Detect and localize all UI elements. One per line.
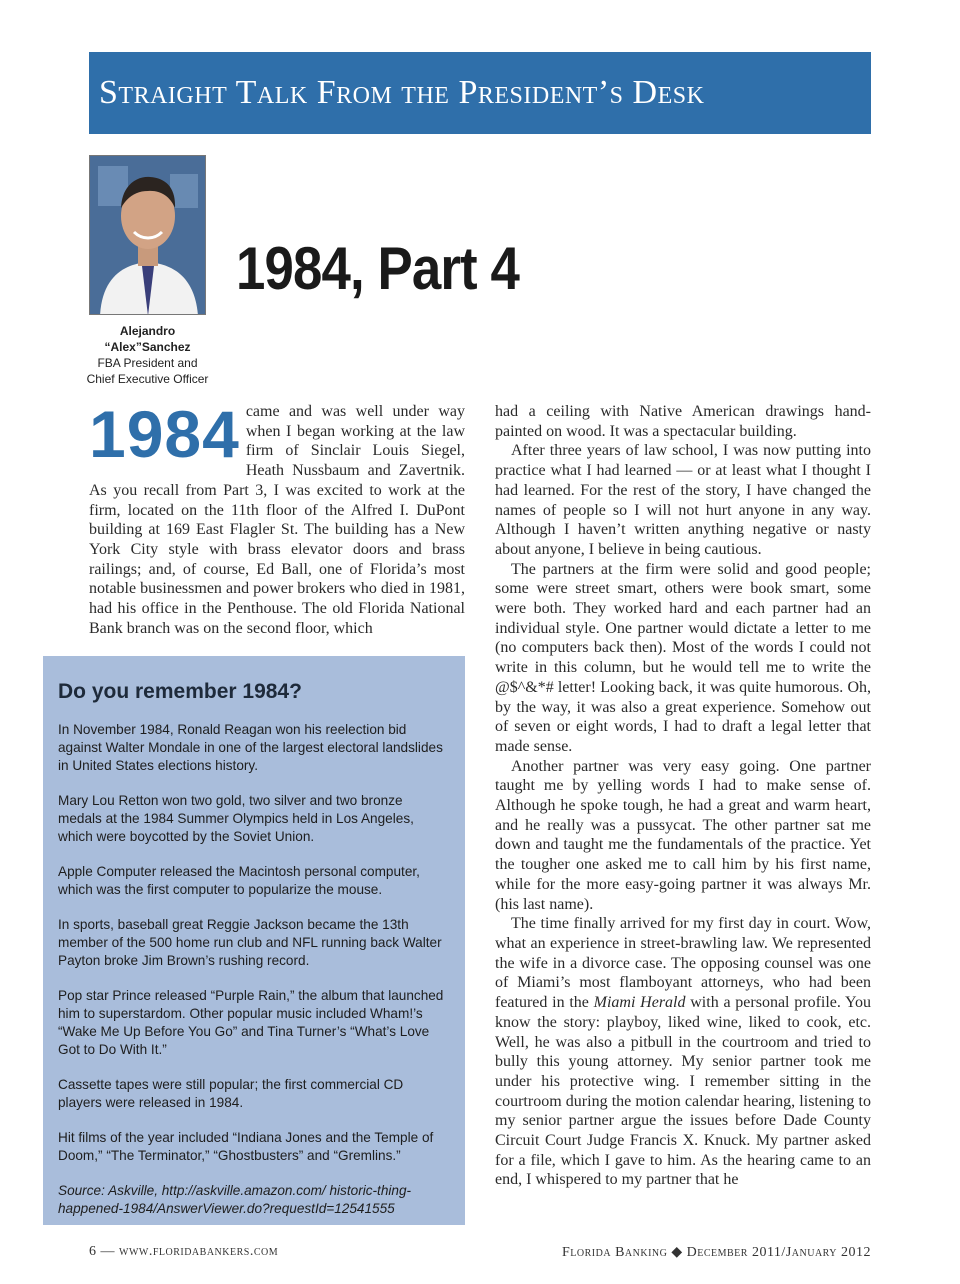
sidebar-item: In November 1984, Ronald Reagan won his reelection bid against Walter Mondale in one of the largest electoral landslides in United States elections history. <box>58 722 443 773</box>
article-title: 1984, Part 4 <box>236 235 519 302</box>
banner-title: Straight Talk From the President’s Desk <box>99 74 705 111</box>
newspaper-name: Miami Herald <box>593 994 686 1012</box>
sidebar-item: In sports, baseball great Reggie Jackson became the 13th member of the 500 home run club and NFL running back Walter Payton broke Jim Brown’s rushing record. <box>58 917 442 968</box>
author-caption <box>80 323 215 387</box>
court-text-part2: with a personal profile. You know the story: playboy, liked wine, liked to cook, etc. Well, he was also a pitbull in the courtroom and tried to bully this young attorney. My senior partner took me under his protective wing. I remember sitting in the courtroom during the motion calendar hearing, listening to my senior partner argue the issues before Dade County Circuit Court Judge Francis X. Knuck. My partner asked for a file, which I gave to him. As the hearing came to an end, I whispered to my partner that he <box>495 994 871 1189</box>
body-paragraph: Another partner was very easy going. One partner taught me by yelling words I had to make sense of. Although he spoke tough, he had a great and warm heart, and he really was a pussycat. The other partner sat me down and taught me the fundamentals of the practice. Yet the tougher one asked me to call him by his first name, while for the more easy-going partner it was always Mr. (his last name). <box>495 757 871 913</box>
sidebar-box <box>43 656 465 1225</box>
body-paragraph: had a ceiling with Native American drawings hand-painted on wood. It was a spectacular building. <box>495 403 871 440</box>
sidebar-title: Do you remember 1984? <box>58 680 302 703</box>
sidebar-item: Apple Computer released the Macintosh personal computer, which was the first computer to popularize the mouse. <box>58 864 420 897</box>
intro-text: came and was well under way when I began working at the law firm of Sinclair Louis Siegel, Heath Nussbaum and Zavertnik. As you recall from Part 3, I was excited to work at the firm, located on the 11th floor of the Alfred I. DuPont building at 169 East Flagler St. The building has a New York City style with brass elevator doors and brass railings; and, of course, Ed Ball, one of Florida’s most notable businessmen and power brokers who died in 1981, had his office in the Penthouse. The old Florida National Bank branch was on the second floor, which <box>89 403 465 637</box>
author-name-line2: “Alex”Sanchez <box>104 340 191 354</box>
body-paragraph: After three years of law school, I was now putting into practice what I had learned — or at least what I thought I had learned. For the rest of the story, I have changed the names of people so I will not hurt anyone in any way. Although I haven’t written anything negative or nasty about anyone, I believe in being cautious. <box>495 442 871 558</box>
article-column-left <box>89 397 465 638</box>
footer-page-url: 6 — www.floridabankers.com <box>89 1244 279 1259</box>
article-column-right <box>495 402 871 1190</box>
author-name-line1: Alejandro <box>119 324 176 338</box>
drop-cap: 1984 <box>89 397 240 471</box>
body-paragraph: The partners at the firm were solid and good people; some were street smart, others were book smart, some were both. They worked hard and each partner had an individual style. One partner would dictate a letter to me (no computers back then). Most of the words I could not write in this column, but he would tell me to write the @$^&*# letter! Looking back, it was quite humorous. Oh, by the way, it was also a great experience. Somehow out of seven or eight words, I had to draft a legal letter that made sense. <box>495 560 871 755</box>
portrait-illustration <box>90 156 206 315</box>
footer-publication: Florida Banking ◆ December 2011/January 2012 <box>562 1245 871 1260</box>
court-text-part1: The time finally arrived for my first day in court. Wow, what an experience in street-brawling law. We represented the wife in a divorce case. The opposing counsel was one of Miami’s most flamboyant attorneys, who had been featured in the <box>495 915 871 1012</box>
sidebar-item: Cassette tapes were still popular; the first commercial CD players were released in 1984. <box>58 1077 404 1110</box>
author-photo <box>89 155 206 315</box>
author-role-line2: Chief Executive Officer <box>86 372 209 386</box>
section-banner <box>89 52 871 134</box>
sidebar-item: Mary Lou Retton won two gold, two silver and two bronze medals at the 1984 Summer Olympics held in Los Angeles, which were boycotted by the Soviet Union. <box>58 793 414 844</box>
author-role-line1: FBA President and <box>97 356 198 370</box>
sidebar-source: Source: Askville, http://askville.amazon.com/ historic-thing-happened-1984/AnswerViewer.do?requestId=12541555 <box>58 1183 412 1216</box>
court-paragraph <box>495 914 871 1190</box>
sidebar-item: Pop star Prince released “Purple Rain,” the album that launched him to superstardom. Other popular music included Wham!’s “Wake Me Up Before You Go” and Tina Turner’s “What’s Love Got to Do With It.” <box>58 988 444 1057</box>
intro-paragraph <box>89 397 465 638</box>
sidebar-item: Hit films of the year included “Indiana Jones and the Temple of Doom,” “The Terminator,” “Ghostbusters” and “Gremlins.” <box>58 1130 434 1163</box>
